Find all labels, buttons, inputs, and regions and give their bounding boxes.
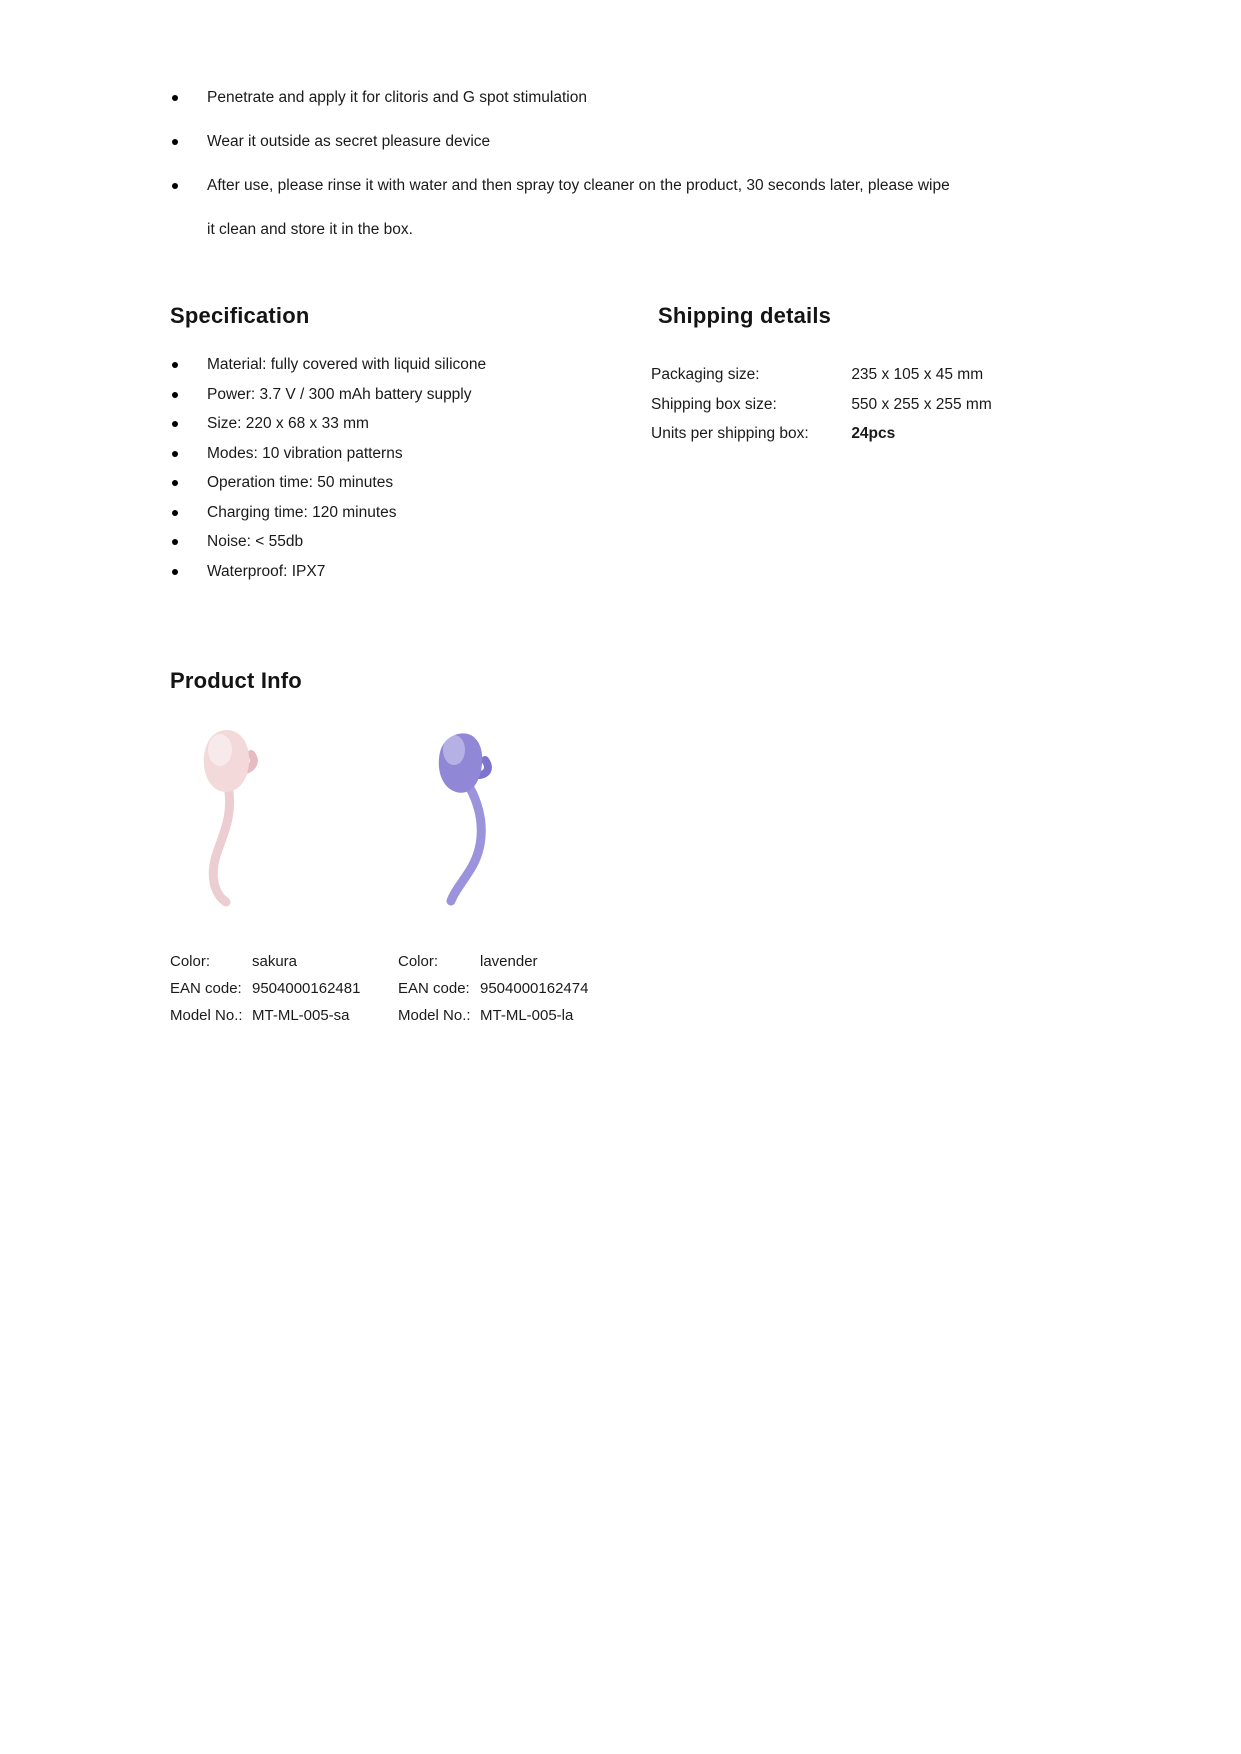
toy-tail <box>213 786 229 902</box>
model-label: Model No.: <box>170 1007 243 1024</box>
shipping-row-label: Packaging size: <box>651 366 760 383</box>
spec-item-text: Modes: 10 vibration patterns <box>207 444 403 462</box>
intro-bullet-text: Penetrate and apply it for clitoris and G spot stimulation <box>207 89 587 106</box>
intro-bullet <box>170 120 960 164</box>
shipping-row <box>651 360 1071 390</box>
model-label: Model No.: <box>398 1007 471 1024</box>
spec-item <box>170 557 690 587</box>
ean-value: 9504000162481 <box>252 980 361 997</box>
product-image-sakura <box>182 720 274 918</box>
spec-item <box>170 409 690 439</box>
spec-item-text: Charging time: 120 minutes <box>207 503 397 521</box>
product-details-lavender <box>398 948 588 1029</box>
shipping-heading: Shipping details <box>658 303 832 328</box>
color-label: Color: <box>398 953 439 970</box>
bullet-icon <box>172 392 178 398</box>
bullet-icon <box>172 569 178 575</box>
toy-highlight <box>443 735 465 765</box>
ean-label: EAN code: <box>170 980 242 997</box>
bullet-icon <box>172 539 178 545</box>
bullet-icon <box>172 183 178 189</box>
bullet-icon <box>172 139 178 145</box>
intro-bullet-text: Wear it outside as secret pleasure device <box>207 133 491 150</box>
intro-bullet-list <box>170 76 960 252</box>
product-image-lavender <box>418 724 502 916</box>
shipping-row-label: Units per shipping box: <box>651 425 809 442</box>
color-value: sakura <box>252 953 298 970</box>
model-value: MT-ML-005-la <box>480 1007 574 1024</box>
ean-value: 9504000162474 <box>480 980 589 997</box>
shipping-row-value: 24pcs <box>851 425 896 442</box>
intro-bullet <box>170 76 960 120</box>
bullet-icon <box>172 480 178 486</box>
bullet-icon <box>172 421 178 427</box>
shipping-row-value: 550 x 255 x 255 mm <box>851 395 992 413</box>
spec-item-text: Operation time: 50 minutes <box>207 474 394 491</box>
spec-item <box>170 439 690 469</box>
spec-item <box>170 498 690 528</box>
product-info-heading: Product Info <box>170 668 302 693</box>
bullet-icon <box>172 362 178 368</box>
spec-item-text: Noise: < 55db <box>207 533 304 550</box>
product-details-sakura <box>170 948 360 1029</box>
color-label: Color: <box>170 953 211 970</box>
spec-item-text: Size: 220 x 68 x 33 mm <box>207 415 369 432</box>
toy-tail <box>451 788 481 901</box>
bullet-icon <box>172 451 178 457</box>
shipping-row <box>651 390 1071 420</box>
spec-item <box>170 527 690 557</box>
bullet-icon <box>172 95 178 101</box>
shipping-table <box>651 360 1071 449</box>
spec-item-text: Material: fully covered with liquid silicone <box>207 356 487 373</box>
shipping-row-value: 235 x 105 x 45 mm <box>851 366 984 383</box>
shipping-row-label: Shipping box size: <box>651 395 777 413</box>
spec-item <box>170 350 690 380</box>
intro-bullet-text: After use, please rinse it with water and then spray toy cleaner on the product, 30 seconds later, please wipe it clean and store it in the box. <box>207 177 950 238</box>
bullet-icon <box>172 510 178 516</box>
spec-item <box>170 380 690 410</box>
spec-item <box>170 468 690 498</box>
ean-label: EAN code: <box>398 980 470 997</box>
model-value: MT-ML-005-sa <box>252 1007 350 1024</box>
shipping-row <box>651 419 1071 449</box>
specification-heading: Specification <box>170 303 310 328</box>
spec-item-text: Power: 3.7 V / 300 mAh battery supply <box>207 385 472 403</box>
specification-list <box>170 350 690 586</box>
spec-item-text: Waterproof: IPX7 <box>207 562 326 580</box>
toy-highlight <box>208 734 232 766</box>
intro-bullet <box>170 164 960 252</box>
color-value: lavender <box>480 953 538 970</box>
